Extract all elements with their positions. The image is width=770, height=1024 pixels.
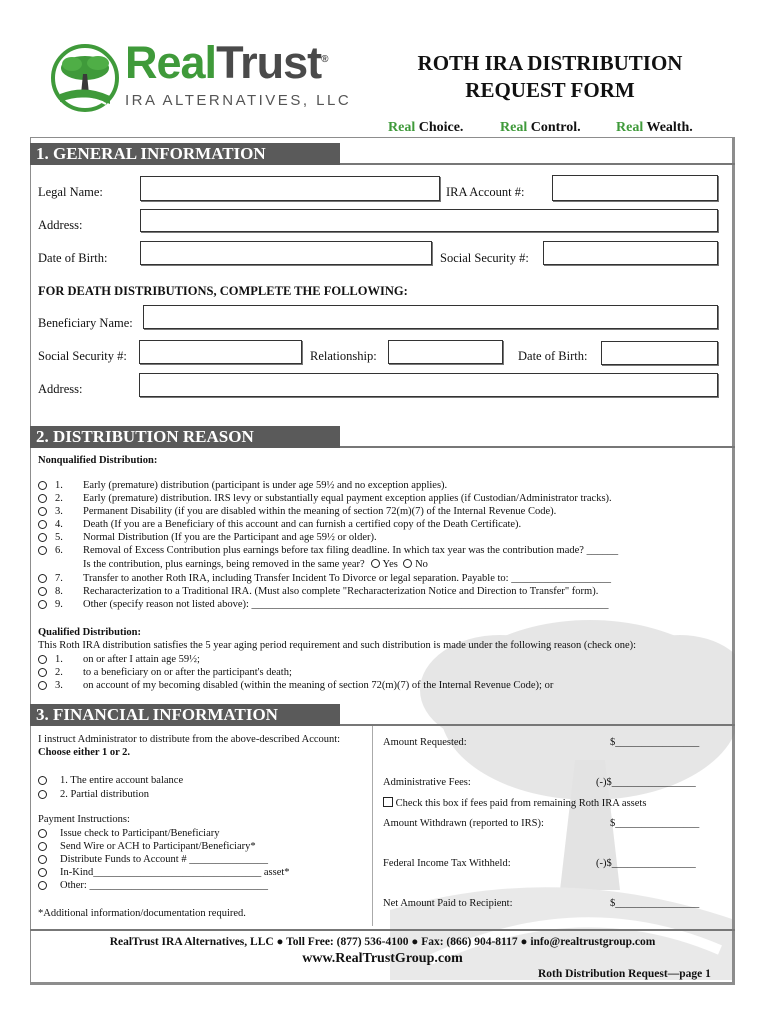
address-field[interactable] <box>140 209 718 232</box>
same-year-no-label: No <box>415 559 428 570</box>
reason-text: Early (premature) distribution. IRS levy or substantially equal payment exception applies (if Custodian/Administrator tracks). <box>83 493 612 504</box>
payment-option-label: Issue check to Participant/Beneficiary <box>60 828 220 839</box>
net-amount-field[interactable]: $________________ <box>610 898 700 909</box>
fed-tax-field[interactable]: (-)$________________ <box>596 858 696 869</box>
tagline-real: Real <box>388 120 416 135</box>
section2-heading: 2. DISTRIBUTION REASON <box>30 426 340 448</box>
qualified-number: 2. <box>55 667 63 678</box>
reason-text: Permanent Disability (if you are disabled within the meaning of section 72(m)(7) of the Internal Revenue Code). <box>83 506 557 517</box>
same-year-question <box>83 559 428 570</box>
reason-number: 9. <box>55 599 63 610</box>
payment-check-radio[interactable] <box>38 829 47 838</box>
brand-trust: Trust <box>216 37 322 88</box>
admin-fees-label: Administrative Fees: <box>383 777 471 788</box>
reason-text: Removal of Excess Contribution plus earnings before tax filing deadline. In which tax year was the contribution made? ______ <box>83 545 619 556</box>
brand-tm: ® <box>321 54 328 65</box>
reason-text: Early (premature) distribution (participant is under age 59½ and no exception applies). <box>83 480 448 491</box>
qualified-number: 3. <box>55 680 63 691</box>
ira-account-label: IRA Account #: <box>446 185 525 199</box>
qualified-description: This Roth IRA distribution satisfies the 5 year aging period requirement and such distribution is made under the following reason (check one): <box>38 640 637 651</box>
beneficiary-address-field[interactable] <box>139 373 718 397</box>
payment-option-label: Other: __________________________________ <box>60 880 268 891</box>
reason-text: Transfer to another Roth IRA, including Transfer Incident To Divorce or legal separation. Payable to: ___________________ <box>83 573 611 584</box>
entire-balance-radio[interactable] <box>38 776 47 785</box>
same-year-text: Is the contribution, plus earnings, being removed in the same year? <box>83 559 365 570</box>
choose-text: Choose either 1 or 2. <box>38 747 131 758</box>
entire-balance-label: 1. The entire account balance <box>60 775 184 786</box>
relationship-field[interactable] <box>388 340 503 364</box>
address-label: Address: <box>38 218 83 232</box>
beneficiary-name-field[interactable] <box>143 305 718 329</box>
same-year-yes-radio[interactable] <box>371 559 380 568</box>
reason-text: Other (specify reason not listed above): ____________________________________________________________________ <box>83 599 609 610</box>
reason-number: 8. <box>55 586 63 597</box>
legal-name-field[interactable] <box>140 176 440 201</box>
beneficiary-ssn-label: Social Security #: <box>38 349 127 363</box>
tagline-word: Choice. <box>415 120 464 135</box>
nonqualified-heading: Nonqualified Distribution: <box>38 455 158 466</box>
qualified-text: on account of my becoming disabled (within the meaning of section 72(m)(7) of the Internal Revenue Code); or <box>83 680 554 691</box>
tree-logo-icon <box>50 44 120 112</box>
page-number: Roth Distribution Request—page 1 <box>538 968 711 980</box>
payment-account-radio[interactable] <box>38 855 47 864</box>
reason-text: Recharacterization to a Traditional IRA. (Must also complete "Recharacterization Notice and Direction to Transfer" form). <box>83 586 599 597</box>
tagline-choice <box>388 120 463 136</box>
ssn-field[interactable] <box>543 241 718 265</box>
tagline-control <box>500 120 581 136</box>
brand-real: Real <box>125 37 217 88</box>
admin-fees-field[interactable]: (-)$________________ <box>596 777 696 788</box>
reason-number: 5. <box>55 532 63 543</box>
net-amount-label: Net Amount Paid to Recipient: <box>383 898 513 909</box>
reason-8-radio[interactable] <box>38 587 47 596</box>
payment-instructions-heading: Payment Instructions: <box>38 814 130 825</box>
reason-number: 2. <box>55 493 63 504</box>
beneficiary-dob-label: Date of Birth: <box>518 349 588 363</box>
reason-number: 6. <box>55 545 63 556</box>
fed-tax-label: Federal Income Tax Withheld: <box>383 858 511 869</box>
reason-9-radio[interactable] <box>38 600 47 609</box>
qualified-heading: Qualified Distribution: <box>38 627 141 638</box>
qualified-3-radio[interactable] <box>38 681 47 690</box>
beneficiary-ssn-field[interactable] <box>139 340 302 364</box>
death-distribution-heading: FOR DEATH DISTRIBUTIONS, COMPLETE THE FOLLOWING: <box>38 284 408 298</box>
reason-text: Normal Distribution (If you are the Participant and age 59½ or older). <box>83 532 377 543</box>
legal-name-label: Legal Name: <box>38 185 103 199</box>
footer-rule <box>30 929 735 931</box>
same-year-yes-label: Yes <box>382 559 398 570</box>
dob-field[interactable] <box>140 241 432 265</box>
beneficiary-address-label: Address: <box>38 382 83 396</box>
reason-number: 7. <box>55 573 63 584</box>
reason-1-radio[interactable] <box>38 481 47 490</box>
payment-inkind-radio[interactable] <box>38 868 47 877</box>
reason-text: Death (If you are a Beneficiary of this account and can furnish a certified copy of the Death Certificate). <box>83 519 522 530</box>
reason-4-radio[interactable] <box>38 520 47 529</box>
footer-website[interactable]: www.RealTrustGroup.com <box>302 951 463 966</box>
fees-checkbox[interactable] <box>383 797 393 807</box>
reason-number: 3. <box>55 506 63 517</box>
qualified-1-radio[interactable] <box>38 655 47 664</box>
ssn-label: Social Security #: <box>440 251 529 265</box>
fees-checkbox-label: Check this box if fees paid from remaining Roth IRA assets <box>395 798 647 809</box>
amount-requested-field[interactable]: $________________ <box>610 737 700 748</box>
payment-option-label: Distribute Funds to Account # _______________ <box>60 854 268 865</box>
section3-divider <box>372 726 373 926</box>
relationship-label: Relationship: <box>310 349 377 363</box>
form-title <box>380 50 720 104</box>
partial-distribution-label: 2. Partial distribution <box>60 789 149 800</box>
qualified-2-radio[interactable] <box>38 668 47 677</box>
section1-heading: 1. GENERAL INFORMATION <box>30 143 340 165</box>
amount-withdrawn-label: Amount Withdrawn (reported to IRS): <box>383 818 544 829</box>
tagline-real: Real <box>500 120 528 135</box>
reason-7-radio[interactable] <box>38 574 47 583</box>
reason-number: 1. <box>55 480 63 491</box>
qualified-text: to a beneficiary on or after the participant's death; <box>83 667 292 678</box>
payment-other-radio[interactable] <box>38 881 47 890</box>
fees-checkbox-row <box>383 797 646 809</box>
brand-name <box>125 37 328 88</box>
beneficiary-name-label: Beneficiary Name: <box>38 316 133 330</box>
beneficiary-dob-field[interactable] <box>601 341 718 365</box>
payment-wire-radio[interactable] <box>38 842 47 851</box>
reason-6-radio[interactable] <box>38 546 47 555</box>
brand-subtitle: IRA ALTERNATIVES, LLC <box>125 92 352 109</box>
tagline-real: Real <box>616 120 644 135</box>
footnote: *Additional information/documentation required. <box>38 908 246 919</box>
footer-contact: RealTrust IRA Alternatives, LLC ● Toll Free: (877) 536-4100 ● Fax: (866) 904-8117 ● info@realtrustgroup.com <box>109 936 656 948</box>
instruct-text: I instruct Administrator to distribute from the above-described Account: <box>38 734 341 745</box>
amount-withdrawn-field[interactable]: $________________ <box>610 818 700 829</box>
ira-account-field[interactable] <box>552 175 718 201</box>
reason-number: 4. <box>55 519 63 530</box>
reason-2-radio[interactable] <box>38 494 47 503</box>
dob-label: Date of Birth: <box>38 251 108 265</box>
qualified-number: 1. <box>55 654 63 665</box>
form-title-line2: REQUEST FORM <box>465 78 635 102</box>
reason-5-radio[interactable] <box>38 533 47 542</box>
payment-option-label: Send Wire or ACH to Participant/Beneficiary* <box>60 841 256 852</box>
qualified-text: on or after I attain age 59½; <box>83 654 200 665</box>
tagline-word: Wealth. <box>643 120 693 135</box>
tagline-wealth <box>616 120 693 136</box>
section3-heading: 3. FINANCIAL INFORMATION <box>30 704 340 726</box>
form-title-line1: ROTH IRA DISTRIBUTION <box>417 51 683 75</box>
payment-option-label: In-Kind________________________________ asset* <box>60 867 290 878</box>
amount-requested-label: Amount Requested: <box>383 737 467 748</box>
reason-3-radio[interactable] <box>38 507 47 516</box>
same-year-no-radio[interactable] <box>403 559 412 568</box>
partial-distribution-radio[interactable] <box>38 790 47 799</box>
tagline-word: Control. <box>527 120 581 135</box>
